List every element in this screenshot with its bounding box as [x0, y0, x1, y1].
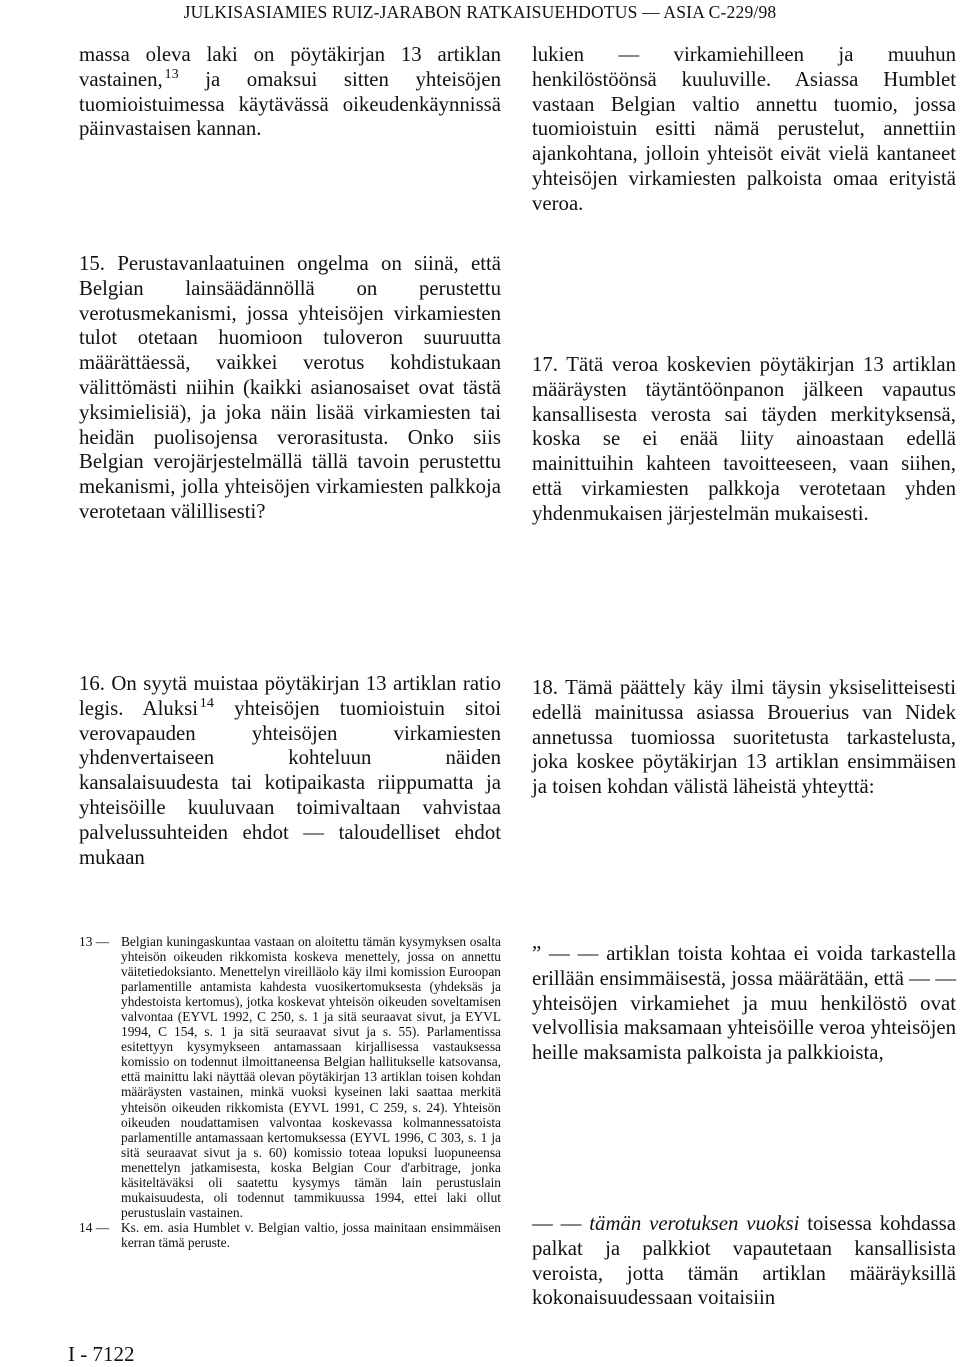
page-number: I - 7122 [68, 1342, 135, 1366]
paragraph-16 [79, 672, 501, 870]
footnotes [79, 934, 501, 1250]
paragraph-16-text-end: yhteisöjen tuomioistuin sitoi verovapauden yhteisöjen virkamiesten yhdenvertaiseen kohteluun näiden kansalaisuudesta tai kotipaikasta riippumatta ja yhteisöille kuuluvaan toimivaltaan vahvistaa palvelussuhteiden ehdot — taloudelliset ehdot mukaan [79, 696, 501, 869]
right-continuation-text: lukien — virkamiehilleen ja muuhun henkilöstöönsä kuuluville. Asiassa Humblet vastaan Belgian valtio annettu tuomio, jossa tuomioistuin esitti nämä perustelut, annettiin ajankohtana, jolloin yhteisöt eivät vielä kantaneet yhteisöjen virkamiesten palkoista omaa erityistä veroa. [532, 43, 956, 215]
quotation-part-2-text: toisessa kohdassa palkat ja palkkiot vapautetaan kansallisista veroista, jotta tämän artiklan määräyksillä kokonaisuudessaan voitaisiin [532, 1212, 956, 1310]
paragraph-18-text: 18. Tämä päättely käy ilmi täysin yksiselitteisesti edellä mainitussa asiassa Brouerius van Nidek annetussa tuomiossa suoritetusta tarkastelusta, joka koskee pöytäkirjan 13 artiklan ensimmäisen ja toisen kohdan välistä läheistä yhteyttä: [532, 676, 956, 799]
footnote-14 [79, 1220, 501, 1250]
footnote-13-number: 13 — [79, 934, 110, 949]
quotation-part-1-text: ” — — artiklan toista kohtaa ei voida tarkastella erillään ensimmäisestä, jossa määrätään, että — — yhteisöjen virkamiehet ja muu henkilöstö ovat velvollisia maksamaan yhteisöille veroa yhteisöjen heille maksamista palkoista ja palkkioista, [532, 942, 956, 1065]
continuation-text-start: massa oleva laki on pöytäkirjan 13 artiklan vastainen, [79, 43, 501, 91]
quotation-part-1 [532, 942, 956, 1066]
footnote-13 [79, 934, 501, 1220]
paragraph-17 [532, 353, 956, 527]
quotation-part-2 [532, 1212, 956, 1311]
paragraph-15 [79, 252, 501, 525]
continuation-text-end: ja omaksui sitten yhteisöjen tuomioistuimessa käytävässä oikeudenkäynnissä päinvastaisen kannan. [79, 67, 501, 141]
paragraph-17-text: 17. Tätä veroa koskevien pöytäkirjan 13 artiklan määräysten täytäntöönpanon jälkeen vapautus kansallisesta verosta sai täyden merkityksensä, koska se ei enää liity ainoastaan edellä mainittuihin kahteen tavoitteeseen, vaan siihen, että virkamiesten palkkoja verotetaan yhden yhdenmukaisen järjestelmän mukaisesti. [532, 353, 956, 525]
footnote-13-text: Belgian kuningaskuntaa vastaan on aloitettu tämän kysymyksen osalta yhteisön oikeuden rikkomista koskeva menettely, jossa on annettu väitetiedoksianto. Menettelyn vireilläolo käy ilmi komission Euroopan parlamentille antamista kahdesta vuosikertomuksesta (yhdeksäs ja yhdestoista kertomus), jotka koskevat yhteisön oikeuden soveltamisen valvontaa (EYVL 1992, C 250, s. 1 ja sitä seuraavat sivut, ja EYVL 1994, C 154, s. 1 ja sitä seuraavat sivut ja s. 55). Parlamentissa esitettyyn kysymykseen antamassaan kirjallisessa vastauksessa komissio on todennut ilmoittaneensa Belgian hallitukselle katsovansa, että mainittu laki näyttää olevan pöytäkirjan 13 artiklan toisen kohdan määräysten vastainen, minkä vuoksi kyseinen laki saattaa merkitä yhteisön oikeuden rikkomista (EYVL 1991, C 259, s. 24). Yhteisön oikeuden noudattamisen valvontaa koskevassa kolmannessatoista parlamentille antamassaan kertomuksessa (EYVL 1996, C 303, s. 1 ja sitä seuraavat sivut ja s. 60) komissio toteaa lopuksi luopuneensa menettelyn jatkamisesta, koska Belgian Cour d'arbitrage, jonka käsiteltäväksi oli saatettu kysymys tämän lain perustuslain mukaisuudesta, oli todennut tammikuussa 1994, ettei laki ollut perustuslain vastainen. [121, 934, 501, 1220]
quotation-emphasis: tämän verotuksen vuoksi [589, 1212, 800, 1235]
footnote-ref-13[interactable]: 13 [164, 66, 179, 83]
left-continuation-paragraph [79, 43, 501, 142]
paragraph-15-text: 15. Perustavanlaatuinen ongelma on siinä, että Belgian lainsäädännöllä on perustettu verotusmekanismi, jossa yhteisöjen virkamiesten tulot otetaan huomioon tuloveron suuruutta määrättäessä, vaikkei verotus kohdistukaan välittömästi niihin (kaikki asianosaiset ovat tästä yksimielisiä), ja joka näin lisää virkamiesten tai heidän puolisojensa verorasitusta. Onko siis Belgian verojärjestelmällä tällä tavoin perustettu mekanismi, jolla yhteisöjen virkamiesten palkkoja verotetaan välillisesti? [79, 252, 501, 523]
paragraph-18 [532, 676, 956, 800]
footnote-14-number: 14 — [79, 1219, 110, 1235]
footnote-ref-14[interactable]: 14 [199, 695, 214, 712]
quotation-dash: — — [532, 1212, 590, 1235]
footnote-14-text: Ks. em. asia Humblet v. Belgian valtio, jossa mainitaan ensimmäisen kerran tämä peruste. [121, 1219, 501, 1250]
right-continuation-paragraph [532, 43, 956, 217]
paragraph-16-text-start: 16. On syytä muistaa pöytäkirjan 13 artiklan ratio legis. Aluksi [79, 672, 501, 720]
running-header: JULKISASIAMIES RUIZ-JARABON RATKAISUEHDOTUS — ASIA C-229/98 [183, 2, 777, 22]
